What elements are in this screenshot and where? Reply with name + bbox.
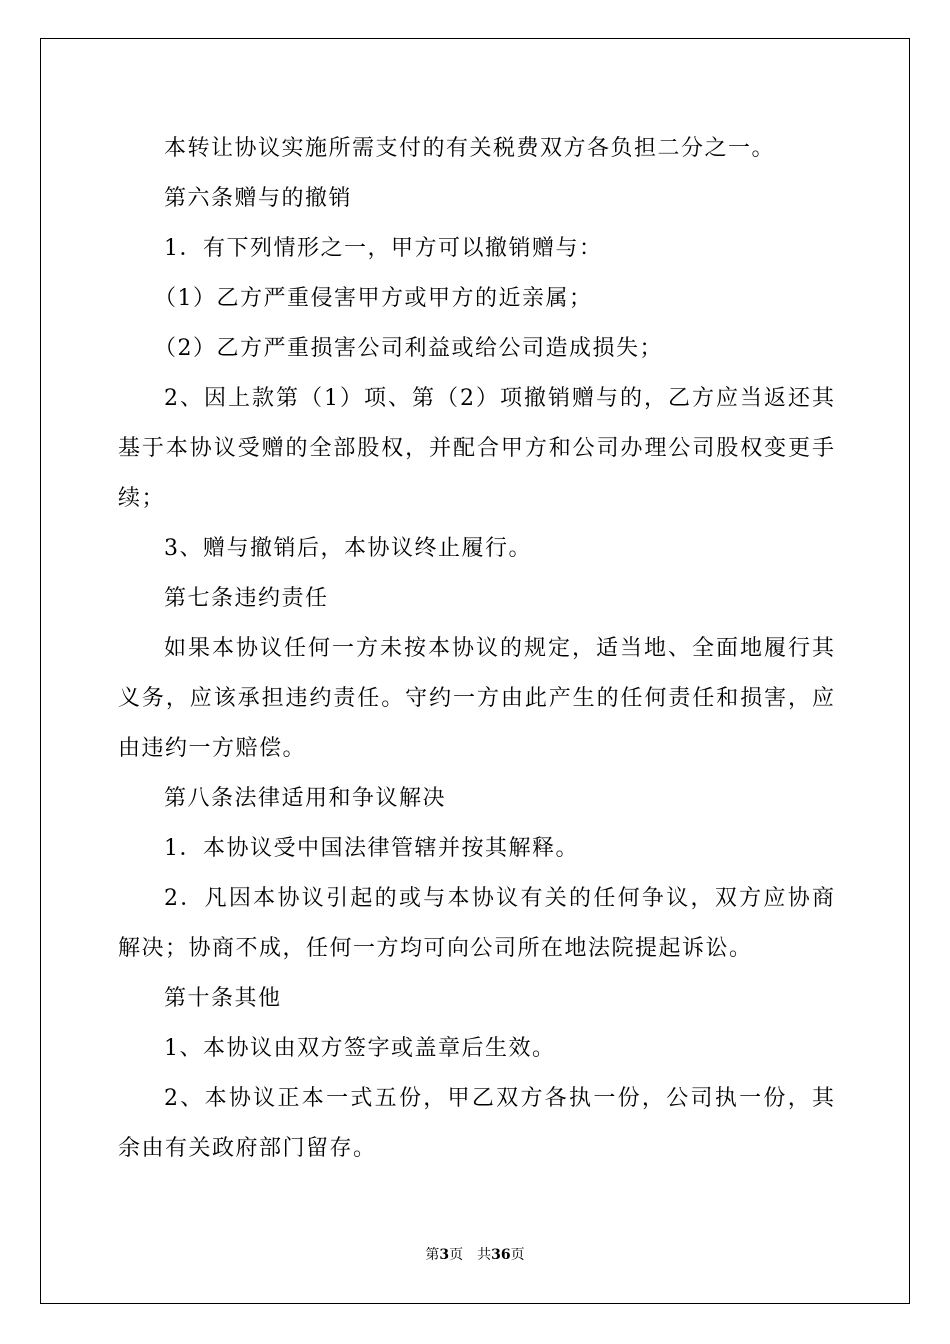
article-7-line-1: 如果本协议任何一方未按本协议的规定，适当地、全面地履行其: [164, 636, 834, 661]
clause-6-3: 3、赠与撤销后，本协议终止履行。: [164, 536, 532, 561]
clause-6-1: 1．有下列情形之一，甲方可以撤销赠与：: [164, 236, 603, 261]
heading-article-10: 第十条其他: [164, 986, 282, 1011]
clause-8-2-line-2: 解决；协商不成，任何一方均可向公司所在地法院提起诉讼。: [118, 936, 753, 961]
heading-article-7: 第七条违约责任: [164, 586, 329, 611]
clause-10-2-line-2: 余由有关政府部门留存。: [118, 1136, 377, 1161]
clause-6-1-item-1: （1）乙方严重侵害甲方或甲方的近亲属；: [154, 286, 593, 311]
clause-10-1: 1、本协议由双方签字或盖章后生效。: [164, 1036, 556, 1061]
footer-total-prefix: 共: [477, 1247, 492, 1263]
document-body: [118, 124, 834, 1174]
footer-page-suffix: 页: [449, 1247, 464, 1263]
article-7-line-3: 由违约一方赔偿。: [118, 736, 307, 761]
clause-6-2-line-1: 2、因上款第（1）项、第（2）项撤销赠与的，乙方应当返还其: [164, 386, 834, 411]
footer-page-number: 3: [439, 1247, 450, 1263]
article-7-line-2: 义务，应该承担违约责任。守约一方由此产生的任何责任和损害，应: [118, 686, 834, 711]
clause-8-2-line-1: 2．凡因本协议引起的或与本协议有关的任何争议，双方应协商: [164, 886, 834, 911]
footer-total-suffix: 页: [510, 1247, 525, 1263]
clause-6-2-line-2: 基于本协议受赠的全部股权，并配合甲方和公司办理公司股权变更手: [118, 436, 834, 461]
footer-total-pages: 36: [491, 1247, 511, 1263]
paragraph-tax-line: 本转让协议实施所需支付的有关税费双方各负担二分之一。: [164, 136, 776, 161]
clause-10-2-line-1: 2、本协议正本一式五份，甲乙双方各执一份，公司执一份，其: [164, 1086, 834, 1111]
heading-article-6: 第六条赠与的撤销: [164, 186, 353, 211]
clause-8-1: 1．本协议受中国法律管辖并按其解释。: [164, 836, 579, 861]
footer-page-prefix: 第: [425, 1247, 440, 1263]
clause-6-2-line-3: 续；: [118, 486, 166, 511]
clause-6-1-item-2: （2）乙方严重损害公司利益或给公司造成损失；: [154, 336, 663, 361]
page-footer: [0, 1246, 950, 1264]
heading-article-8: 第八条法律适用和争议解决: [164, 786, 447, 811]
